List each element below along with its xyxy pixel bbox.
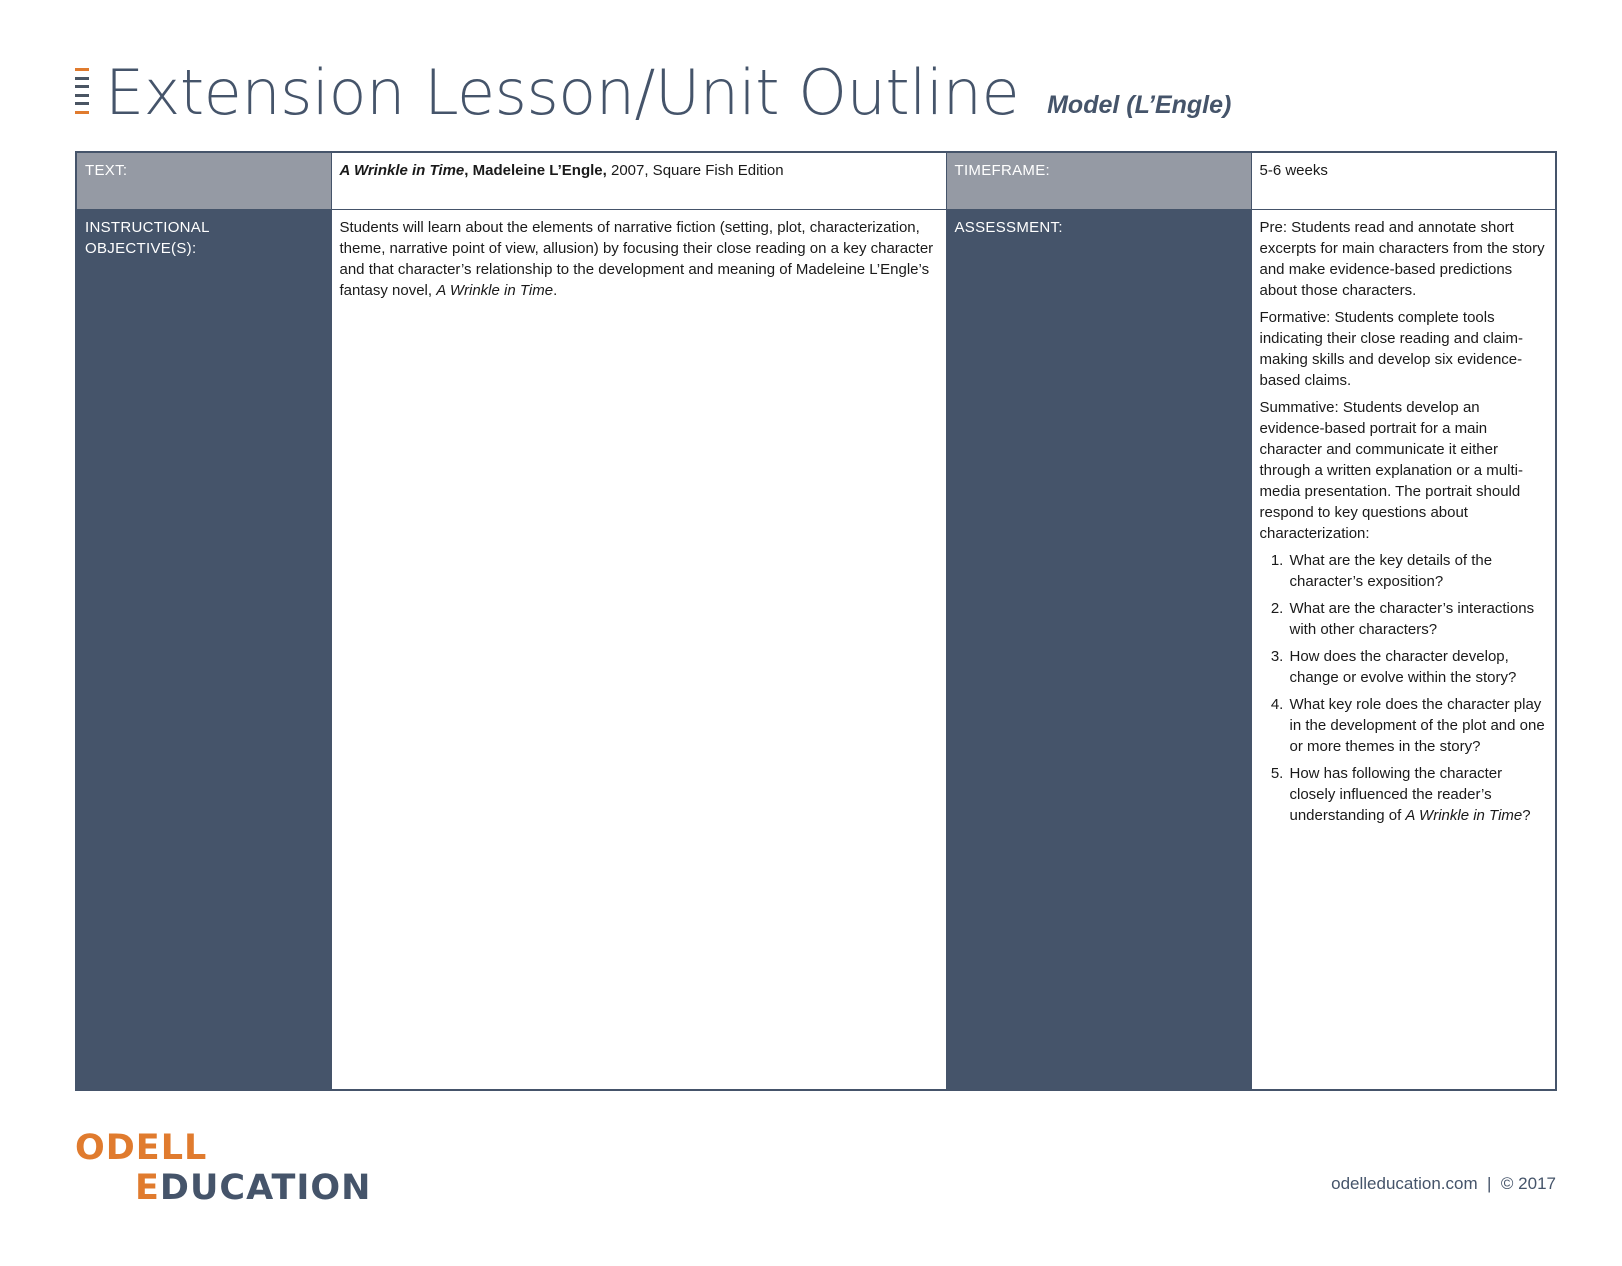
book-title: A Wrinkle in Time: [339, 162, 465, 179]
footer-site-copyright: odelleducation.com | © 2017: [1331, 1174, 1556, 1193]
timeframe-label: TIMEFRAME:: [946, 152, 1251, 210]
text-label: TEXT:: [76, 152, 331, 210]
list-item: 1. What are the key details of the character’s exposition?: [1288, 550, 1548, 592]
author-name: Madeleine L’Engle,: [472, 162, 607, 179]
book-title: A Wrinkle in Time: [1405, 807, 1523, 824]
objective-label: INSTRUCTIONAL OBJECTIVE(S):: [76, 210, 331, 1091]
formative-assessment: Formative: Students complete tools indicating their close reading and claim-making skills and develop six evidence-based claims.: [1259, 309, 1523, 389]
page-title: Extension Lesson/Unit Outline: [105, 56, 1020, 129]
list-item: 3. How does the character develop, change or evolve within the story?: [1288, 646, 1548, 688]
model-label: Model (L’Engle): [1047, 91, 1232, 119]
list-item: 5. How has following the character closely influenced the reader’s understanding of A Wrinkle in Time?: [1288, 763, 1548, 826]
summative-assessment: Summative: Students develop an evidence-based portrait for a main character and communicate it either through a written explanation or a multi-media presentation. The portrait should respond to key questions about characterization:: [1259, 399, 1523, 542]
brand-line-1: ODELL: [75, 1128, 208, 1168]
odell-education-logo: [75, 1128, 371, 1208]
timeframe-value: 5-6 weeks: [1251, 152, 1556, 210]
list-item: 2. What are the character’s interactions with other characters?: [1288, 598, 1548, 640]
text-value: A Wrinkle in Time, Madeleine L’Engle, 2007, Square Fish Edition: [331, 152, 946, 210]
table-row: [76, 210, 1556, 1091]
assessment-label: ASSESSMENT:: [946, 210, 1251, 1091]
pre-assessment: Pre: Students read and annotate short excerpts for main characters from the story and make evidence-based predictions about those characters.: [1259, 219, 1545, 299]
odell-stripe-logo-icon: [75, 68, 89, 114]
table-row: [76, 152, 1556, 210]
list-item: 4. What key role does the character play in the development of the plot and one or more themes in the story?: [1288, 694, 1548, 757]
characterization-questions: [1260, 550, 1548, 826]
book-title: A Wrinkle in Time: [436, 282, 554, 299]
brand-line-2: EDUCATION: [135, 1168, 372, 1208]
objective-value: Students will learn about the elements of narrative fiction (setting, plot, characterization, theme, narrative point of view, allusion) by focusing their close reading on a key character and that character’s relationship to the development and meaning of Madeleine L’Engle’s fantasy novel, A Wrinkle in Time.: [331, 210, 946, 1091]
assessment-value: [1251, 210, 1556, 1091]
edition-info: 2007, Square Fish Edition: [606, 162, 784, 179]
page-header: [75, 56, 1232, 129]
unit-outline-table: [75, 151, 1557, 1091]
